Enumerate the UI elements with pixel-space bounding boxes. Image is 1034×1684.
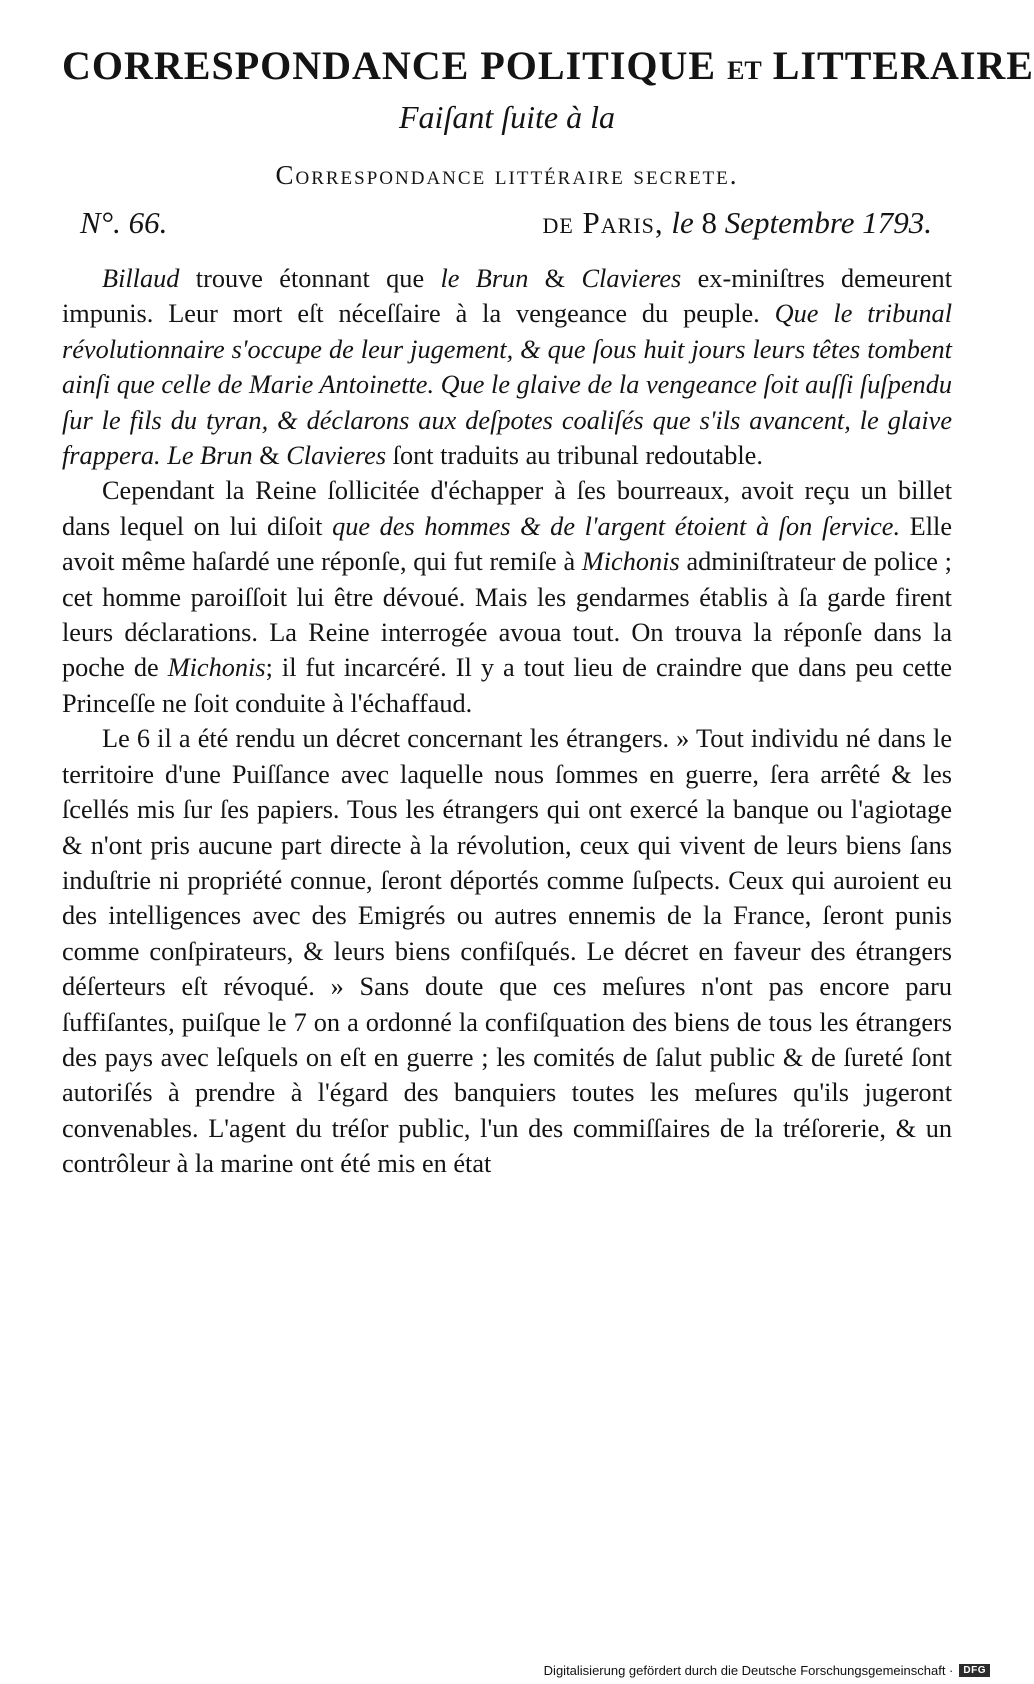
paragraph	[62, 261, 952, 473]
dateline-month: Septembre	[724, 205, 855, 240]
journal-title	[62, 38, 1034, 89]
italic-run: Clavieres	[581, 264, 682, 293]
paragraph	[62, 721, 952, 1181]
text-run: &	[528, 264, 582, 293]
dfg-logo: DFG	[959, 1664, 990, 1677]
text-run: trouve étonnant que	[179, 264, 441, 293]
dateline-year: 1793.	[862, 205, 932, 240]
italic-run: Billaud	[102, 264, 180, 293]
text-run: ſont traduits au tribunal redoutable.	[386, 441, 763, 471]
text-run: ex-miniſtres demeurent impunis. Leur mort eſt néceſſaire à la vengeance du peuple.	[62, 264, 952, 329]
dateline-day: 8	[701, 205, 718, 240]
text-run: ; il fut incarcéré. Il y a tout lieu de craindre que dans peu cette Princeſſe ne ſoit conduite à l'échaffaud.	[62, 653, 952, 718]
italic-run: que des hommes & de l'argent étoient à ſon ſervice.	[332, 511, 901, 541]
italic-run: Que le tribunal révolutionnaire s'occupe de leur jugement, & que ſous huit jours leurs têtes tombent ainſi que celle de Marie Antoinette. Que le glaive de la vengeance ſoit auſſi ſuſpendu ſur le fils du tyran, & déclarons aux deſpotes coaliſés que s'ils avancent, le glaive frappera. Le Brun	[62, 299, 953, 471]
journal-secondary-title: Correspondance littéraire secrete.	[275, 160, 739, 190]
article-body	[62, 261, 952, 1182]
journal-subtitle: Faiſant ſuite à la	[399, 99, 615, 135]
italic-run: Clavieres	[286, 441, 387, 471]
text-run: &	[252, 441, 287, 471]
issue-number: N°. 66.	[80, 205, 168, 240]
text-run: Elle avoit même haſardé une réponſe, qui fut remiſe à	[62, 511, 953, 577]
issue-line	[80, 205, 932, 241]
italic-run: Michonis	[581, 547, 680, 577]
journal-title-part1: CORRESPONDANCE POLITIQUE	[62, 43, 717, 88]
italic-run: le Brun	[440, 264, 529, 293]
dateline-place: de Paris,	[542, 205, 664, 240]
digitization-credit-text: Digitalisierung gefördert durch die Deutsche Forschungsgemeinschaft ·	[543, 1663, 954, 1678]
journal-title-part2: LITTERAIRE	[772, 43, 1034, 88]
dateline-le: le	[671, 205, 694, 240]
text-run: adminiſtrateur de police ; cet homme paroiſſoit lui être dévoué. Mais les gendarmes établis à ſa garde firent leurs déclarations. La Reine interrogée avoua tout. On trouva la réponſe dans la poche de	[62, 547, 952, 683]
text-run: Le 6 il a été rendu un décret concernant les étrangers. » Tout individu né dans le territoire d'une Puiſſance avec laquelle nous ſommes en guerre, ſera arrêté & les ſcellés mis ſur ſes papiers. Tous les étrangers qui ont exercé la banque ou l'agiotage & n'ont pris aucune part directe à la révolution, ceux qui vivent de leurs biens ſans induſtrie ni propriété connue, ſeront déportés comme ſuſpects. Ceux qui auroient eu des intelligences avec des Emigrés ou autres ennemis de la France, ſeront punis comme conſpirateurs, & leurs biens confiſqués. Le décret en faveur des étrangers déſerteurs eſt révoqué. » Sans doute que ces meſures n'ont pas encore paru ſuffiſantes, puiſque le 7 on a ordonné la confiſquation des biens de tous les étrangers des pays avec leſquels on eſt en guerre ; les comités de ſalut public & de ſureté ſont autoriſés à prendre à l'égard des banquiers toutes les meſures qu'ils jugeront convenables. L'agent du tréſor public, l'un des commiſſaires de la tréſorerie, & un contrôleur à la marine ont été mis en état	[62, 724, 952, 1179]
text-run: Cependant la Reine ſollicitée d'échapper à ſes bourreaux, avoit reçu un billet dans lequel on lui diſoit	[62, 476, 952, 541]
document-page	[62, 38, 1034, 1608]
paragraph	[62, 473, 952, 721]
italic-run: Michonis	[167, 653, 266, 683]
digitization-credit	[544, 1663, 990, 1678]
journal-title-et: ET	[727, 56, 762, 85]
dateline	[542, 205, 932, 241]
